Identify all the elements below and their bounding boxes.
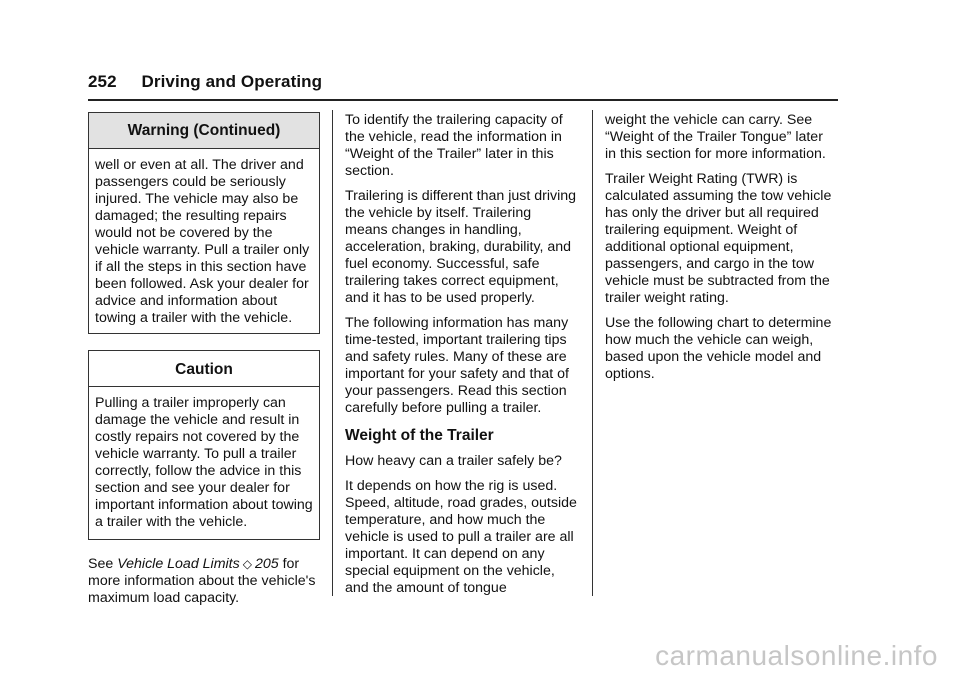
vehicle-load-limits-link[interactable]: Vehicle Load Limits bbox=[117, 556, 240, 572]
paragraph: weight the vehicle can carry. See “Weight of the Trailer Tongue” later in this section for more information. bbox=[605, 112, 826, 162]
warning-title: Warning (Continued) bbox=[89, 113, 319, 149]
paragraph: Trailering is different than just driving the vehicle by itself. Trailering means changes in handling, acceleration, braking, durability, and fuel economy. Successful, safe trailering takes correct equipment, and it has to be used properly. bbox=[345, 188, 577, 306]
paragraph: The following information has many time-tested, important trailering tips and safety rules. Many of these are important for your safety and that of your passengers. Read this section carefully before pulling a trailer. bbox=[345, 315, 569, 416]
see-suffix: for more information about the vehicle's maximum load capacity. bbox=[88, 556, 316, 606]
caution-body: Pulling a trailer improperly can damage the vehicle and result in costly repairs not covered by the vehicle warranty. To pull a trailer correctly, follow the advice in this section and see your dealer for important information about towing a trailer with the vehicle. bbox=[95, 395, 313, 530]
column-divider-1 bbox=[332, 110, 333, 596]
paragraph: Trailer Weight Rating (TWR) is calculated assuming the tow vehicle has only the driver but all required trailering equipment. Weight of additional optional equipment, passengers, and cargo in the tow vehicle must be subtracted from the trailer weight rating. bbox=[605, 171, 832, 306]
warning-box bbox=[88, 112, 320, 334]
watermark: carmanualsonline.info bbox=[655, 640, 938, 671]
see-page-number[interactable]: 205 bbox=[254, 556, 279, 572]
see-reference bbox=[88, 556, 320, 607]
paragraph: Use the following chart to determine how much the vehicle can weigh, based upon the vehicle model and options. bbox=[605, 315, 832, 382]
page-header bbox=[88, 72, 322, 92]
column-3 bbox=[605, 112, 837, 391]
column-1 bbox=[88, 112, 320, 615]
paragraph: It depends on how the rig is used. Speed, altitude, road grades, outside temperature, and how much the vehicle is used to pull a trailer are all important. It can depend on any special equipment on the vehicle, and the amount of tongue bbox=[345, 478, 577, 596]
section-title: Driving and Operating bbox=[141, 72, 323, 91]
caution-box bbox=[88, 350, 320, 540]
column-2 bbox=[345, 112, 577, 605]
caution-title: Caution bbox=[89, 351, 319, 387]
page-ref-icon: ◇ bbox=[242, 557, 252, 571]
header-divider bbox=[88, 99, 838, 101]
page-number: 252 bbox=[88, 72, 117, 91]
paragraph: How heavy can a trailer safely be? bbox=[345, 453, 562, 469]
paragraph: To identify the trailering capacity of the vehicle, read the information in “Weight of the Trailer” later in this section. bbox=[345, 112, 563, 179]
weight-of-trailer-heading: Weight of the Trailer bbox=[345, 427, 494, 444]
warning-body: well or even at all. The driver and passengers could be seriously injured. The vehicle may also be damaged; the resulting repairs would not be covered by the vehicle warranty. Pull a trailer only if all the steps in this section have been followed. Ask your dealer for advice and information about towing a trailer with the vehicle. bbox=[95, 157, 310, 326]
see-prefix: See bbox=[88, 556, 114, 572]
column-divider-2 bbox=[592, 110, 593, 596]
